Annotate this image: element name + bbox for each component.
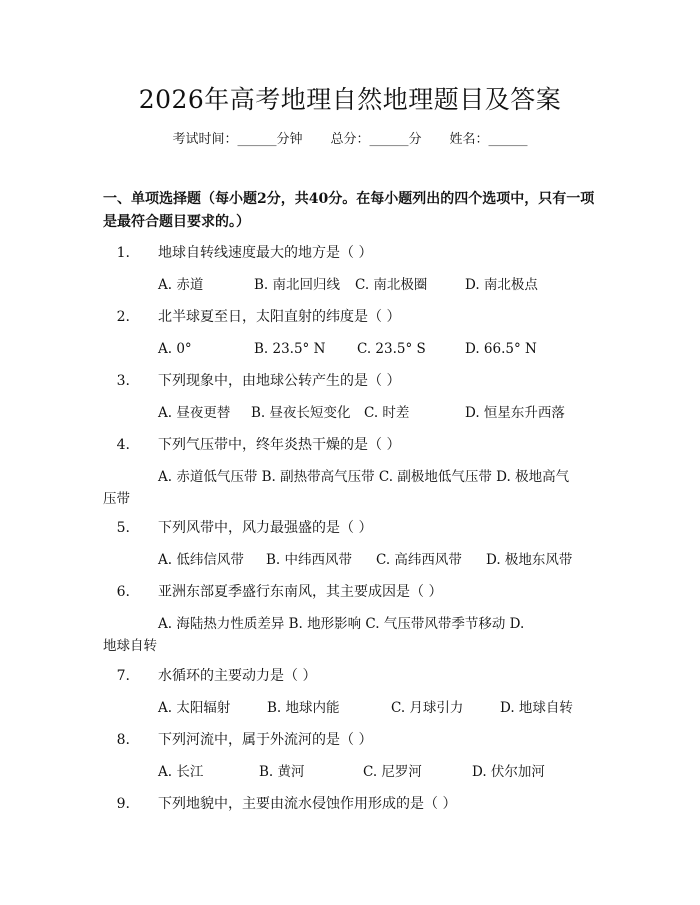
option-b: B. 黄河 (259, 764, 305, 780)
question-text: 地球自转线速度最大的地方是（ ） (158, 245, 373, 261)
question-6-options (103, 613, 603, 657)
option-c: C. 尼罗河 (363, 764, 422, 780)
option-a: A. 长江 (158, 764, 204, 780)
option-b: B. 南北回归线 (254, 277, 341, 293)
option-d: D. 伏尔加河 (472, 764, 545, 780)
question-text: 下列河流中，属于外流河的是（ ） (158, 732, 373, 748)
question-number: 8. (116, 732, 130, 748)
question-5 (103, 517, 603, 539)
question-text: 下列风带中，风力最强盛的是（ ） (158, 520, 373, 536)
name-field: 姓名：______ (449, 132, 528, 147)
question-number: 7. (116, 668, 130, 684)
question-text: 北半球夏至日，太阳直射的纬度是（ ） (158, 309, 401, 325)
question-9 (103, 793, 603, 815)
option-c: C. 南北极圈 (355, 277, 428, 293)
option-b: B. 中纬西风带 (266, 552, 353, 568)
question-text: 下列现象中，由地球公转产生的是（ ） (158, 373, 401, 389)
exam-meta (0, 130, 700, 150)
question-1 (103, 242, 603, 264)
option-c: C. 时差 (364, 405, 410, 421)
question-number: 5. (116, 520, 130, 536)
option-d: D. 极地东风带 (486, 552, 573, 568)
option-c: C. 23.5° S (357, 341, 426, 357)
option-b: B. 23.5° N (254, 341, 326, 357)
question-number: 4. (116, 437, 130, 453)
option-a: A. 昼夜更替 (158, 405, 231, 421)
question-4-options (103, 466, 603, 510)
question-number: 3. (116, 373, 130, 389)
option-a: A. 0° (158, 341, 192, 357)
option-c: C. 月球引力 (391, 700, 464, 716)
option-a: A. 低纬信风带 (158, 552, 244, 568)
score-field: 总分：______分 (330, 132, 422, 147)
question-6 (103, 581, 603, 603)
question-4 (103, 434, 603, 456)
question-text: 亚洲东部夏季盛行东南风，其主要成因是（ ） (158, 584, 443, 600)
options-line-2: 压带 (103, 491, 130, 507)
option-d: D. 南北极点 (465, 277, 538, 293)
option-b: B. 昼夜长短变化 (251, 405, 351, 421)
question-number: 6. (116, 584, 130, 600)
option-d: D. 恒星东升西落 (465, 405, 565, 421)
option-c: C. 高纬西风带 (376, 552, 462, 568)
options-line-1: A. 赤道低气压带 B. 副热带高气压带 C. 副极地低气压带 D. 极地高气 (158, 469, 570, 485)
option-d: D. 66.5° N (465, 341, 537, 357)
question-2 (103, 306, 603, 328)
question-7 (103, 665, 603, 687)
question-number: 2. (116, 309, 130, 325)
question-number: 9. (116, 796, 130, 812)
option-d: D. 地球自转 (500, 700, 573, 716)
time-field: 考试时间：______分钟 (172, 132, 303, 147)
question-8 (103, 729, 603, 751)
page-title: 2026年高考地理自然地理题目及答案 (138, 85, 562, 114)
question-text: 水循环的主要动力是（ ） (158, 668, 317, 684)
question-number: 1. (116, 245, 130, 261)
question-text: 下列地貌中，主要由流水侵蚀作用形成的是（ ） (158, 796, 457, 812)
question-text: 下列气压带中，终年炎热干燥的是（ ） (158, 437, 401, 453)
section-heading: 一、单项选择题（每小题2分，共40分。在每小题列出的四个选项中，只有一项是最符合题目要求的。） (103, 191, 595, 230)
option-a: A. 赤道 (158, 277, 204, 293)
options-line-2: 地球自转 (103, 638, 157, 654)
option-b: B. 地球内能 (267, 700, 340, 716)
options-line-1: A. 海陆热力性质差异 B. 地形影响 C. 气压带风带季节移动 D. (158, 616, 525, 632)
question-3 (103, 370, 603, 392)
option-a: A. 太阳辐射 (158, 700, 231, 716)
